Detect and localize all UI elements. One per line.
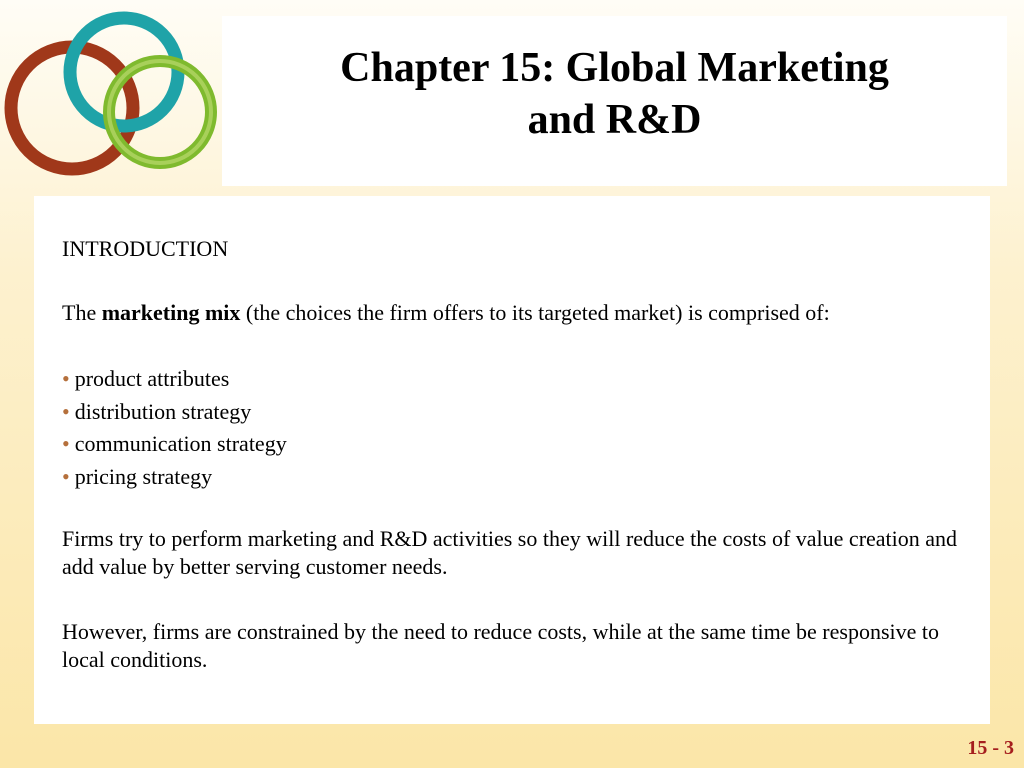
intro-paragraph <box>62 299 960 327</box>
list-item-text: product attributes <box>74 366 230 391</box>
list-item-text: communication strategy <box>74 431 287 456</box>
list-item-text: pricing strategy <box>74 463 213 489</box>
constraints-paragraph: However, firms are constrained by the need to reduce costs, while at the same time be responsive to local conditions. <box>62 619 939 672</box>
slide-title: Chapter 15: Global Marketing and R&D <box>340 45 889 143</box>
content-panel <box>34 196 990 724</box>
list-item <box>62 396 287 429</box>
list-item <box>62 428 287 461</box>
list-item <box>62 461 287 494</box>
section-heading: INTRODUCTION <box>62 236 229 261</box>
marketing-mix-list <box>62 363 287 493</box>
intro-prefix: The <box>62 300 102 325</box>
bullet-icon: • <box>62 398 70 424</box>
three-rings-logo <box>0 0 230 190</box>
list-item <box>62 363 287 396</box>
intro-suffix: (the choices the firm offers to its targeted market) is comprised of: <box>240 300 830 325</box>
bullet-icon: • <box>62 463 70 489</box>
page-number: 15 - 3 <box>967 737 1014 759</box>
value-creation-paragraph: Firms try to perform marketing and R&D activities so they will reduce the costs of value creation and add value by better serving customer needs. <box>62 526 958 579</box>
list-item-text: distribution strategy <box>74 398 252 424</box>
bullet-icon: • <box>62 431 70 456</box>
marketing-mix-term: marketing mix <box>101 300 241 325</box>
bullet-icon: • <box>62 366 70 391</box>
title-panel <box>222 16 1007 186</box>
